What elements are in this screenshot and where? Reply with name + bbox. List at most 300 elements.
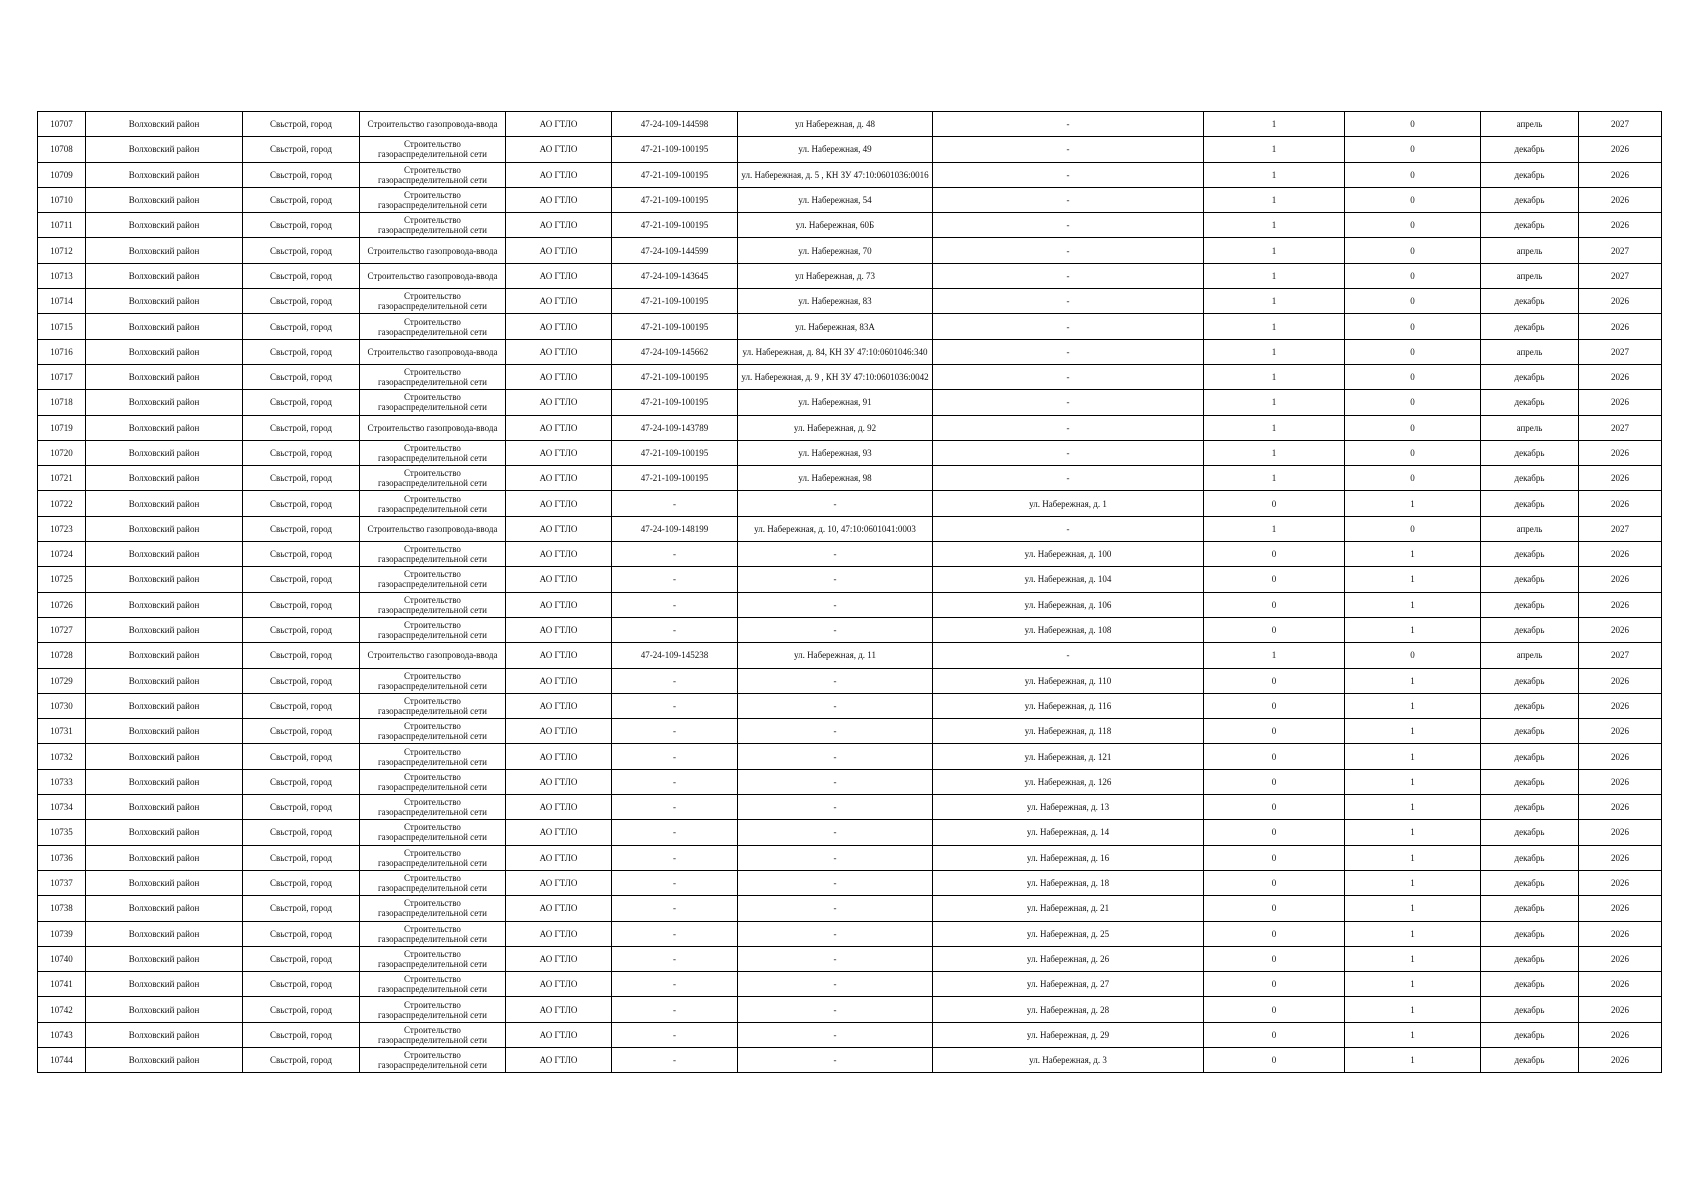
cell-address: - bbox=[738, 491, 933, 516]
cell-count-a: 0 bbox=[1204, 1047, 1345, 1072]
cell-address: ул. Набережная, д. 9 , КН ЗУ 47:10:0601036:0042 bbox=[738, 364, 933, 389]
cell-month: декабрь bbox=[1481, 213, 1579, 238]
cell-locality: Свьстрой, город bbox=[243, 946, 360, 971]
cell-address: - bbox=[738, 997, 933, 1022]
cell-count-b: 1 bbox=[1345, 617, 1481, 642]
table-row bbox=[38, 795, 1662, 820]
cell-district: Волховский район bbox=[86, 643, 243, 668]
cell-year: 2026 bbox=[1579, 719, 1662, 744]
cell-count-a: 1 bbox=[1204, 263, 1345, 288]
cell-address-alt: - bbox=[933, 415, 1204, 440]
cell-district: Волховский район bbox=[86, 364, 243, 389]
cell-year: 2026 bbox=[1579, 1047, 1662, 1072]
cell-address: ул. Набережная, 83А bbox=[738, 314, 933, 339]
cell-organization: АО ГТЛО bbox=[506, 187, 612, 212]
cell-organization: АО ГТЛО bbox=[506, 845, 612, 870]
cell-year: 2026 bbox=[1579, 289, 1662, 314]
cell-count-a: 1 bbox=[1204, 516, 1345, 541]
table-row bbox=[38, 820, 1662, 845]
cell-count-a: 1 bbox=[1204, 238, 1345, 263]
cell-month: декабрь bbox=[1481, 693, 1579, 718]
cell-id: 10726 bbox=[38, 592, 86, 617]
cell-locality: Свьстрой, город bbox=[243, 415, 360, 440]
cell-id: 10737 bbox=[38, 870, 86, 895]
cell-month: декабрь bbox=[1481, 972, 1579, 997]
cell-year: 2026 bbox=[1579, 946, 1662, 971]
cell-month: декабрь bbox=[1481, 769, 1579, 794]
cell-locality: Свьстрой, город bbox=[243, 440, 360, 465]
cell-id: 10708 bbox=[38, 137, 86, 162]
cell-count-a: 1 bbox=[1204, 112, 1345, 137]
cell-id: 10723 bbox=[38, 516, 86, 541]
cell-count-b: 0 bbox=[1345, 440, 1481, 465]
cell-district: Волховский район bbox=[86, 972, 243, 997]
cell-district: Волховский район bbox=[86, 870, 243, 895]
cell-address-alt: ул. Набережная, д. 26 bbox=[933, 946, 1204, 971]
cell-id: 10724 bbox=[38, 542, 86, 567]
table-row bbox=[38, 592, 1662, 617]
cell-address: ул. Набережная, д. 11 bbox=[738, 643, 933, 668]
table-row bbox=[38, 491, 1662, 516]
cell-count-b: 1 bbox=[1345, 693, 1481, 718]
cell-address-alt: ул. Набережная, д. 116 bbox=[933, 693, 1204, 718]
cell-count-b: 1 bbox=[1345, 668, 1481, 693]
cell-address-alt: ул. Набережная, д. 106 bbox=[933, 592, 1204, 617]
cell-district: Волховский район bbox=[86, 112, 243, 137]
cell-count-b: 1 bbox=[1345, 921, 1481, 946]
cell-district: Волховский район bbox=[86, 946, 243, 971]
cell-organization: АО ГТЛО bbox=[506, 162, 612, 187]
cell-project-code: 47-21-109-100195 bbox=[612, 440, 738, 465]
cell-address: - bbox=[738, 1022, 933, 1047]
cell-locality: Свьстрой, город bbox=[243, 263, 360, 288]
cell-district: Волховский район bbox=[86, 187, 243, 212]
cell-count-b: 0 bbox=[1345, 390, 1481, 415]
cell-district: Волховский район bbox=[86, 263, 243, 288]
cell-id: 10729 bbox=[38, 668, 86, 693]
cell-count-a: 0 bbox=[1204, 491, 1345, 516]
cell-address-alt: ул. Набережная, д. 104 bbox=[933, 567, 1204, 592]
cell-id: 10734 bbox=[38, 795, 86, 820]
cell-locality: Свьстрой, город bbox=[243, 617, 360, 642]
cell-count-a: 0 bbox=[1204, 719, 1345, 744]
cell-district: Волховский район bbox=[86, 415, 243, 440]
cell-year: 2026 bbox=[1579, 972, 1662, 997]
cell-locality: Свьстрой, город bbox=[243, 137, 360, 162]
cell-district: Волховский район bbox=[86, 137, 243, 162]
cell-address: ул. Набережная, 49 bbox=[738, 137, 933, 162]
cell-locality: Свьстрой, город bbox=[243, 112, 360, 137]
cell-count-a: 0 bbox=[1204, 795, 1345, 820]
cell-count-b: 1 bbox=[1345, 795, 1481, 820]
cell-address: - bbox=[738, 921, 933, 946]
cell-locality: Свьстрой, город bbox=[243, 592, 360, 617]
cell-count-a: 1 bbox=[1204, 643, 1345, 668]
cell-address-alt: ул. Набережная, д. 1 bbox=[933, 491, 1204, 516]
cell-project-code: 47-24-109-143789 bbox=[612, 415, 738, 440]
cell-work-type: Строительство газораспределительной сети bbox=[360, 491, 506, 516]
table-row bbox=[38, 213, 1662, 238]
table-row bbox=[38, 415, 1662, 440]
cell-locality: Свьстрой, город bbox=[243, 289, 360, 314]
cell-year: 2026 bbox=[1579, 896, 1662, 921]
cell-work-type: Строительство газопровода-ввода bbox=[360, 263, 506, 288]
cell-locality: Свьстрой, город bbox=[243, 542, 360, 567]
cell-month: декабрь bbox=[1481, 719, 1579, 744]
cell-count-b: 1 bbox=[1345, 1047, 1481, 1072]
cell-year: 2026 bbox=[1579, 162, 1662, 187]
cell-district: Волховский район bbox=[86, 162, 243, 187]
cell-count-b: 0 bbox=[1345, 137, 1481, 162]
cell-year: 2026 bbox=[1579, 213, 1662, 238]
cell-locality: Свьстрой, город bbox=[243, 390, 360, 415]
cell-address: - bbox=[738, 896, 933, 921]
cell-address-alt: - bbox=[933, 390, 1204, 415]
cell-address: ул. Набережная, д. 10, 47:10:0601041:0003 bbox=[738, 516, 933, 541]
cell-address-alt: - bbox=[933, 137, 1204, 162]
cell-project-code: - bbox=[612, 744, 738, 769]
table-row bbox=[38, 946, 1662, 971]
cell-project-code: - bbox=[612, 769, 738, 794]
cell-address: ул. Набережная, 91 bbox=[738, 390, 933, 415]
cell-district: Волховский район bbox=[86, 466, 243, 491]
cell-district: Волховский район bbox=[86, 719, 243, 744]
cell-address-alt: ул. Набережная, д. 25 bbox=[933, 921, 1204, 946]
cell-month: апрель bbox=[1481, 238, 1579, 263]
cell-address: ул. Набережная, 83 bbox=[738, 289, 933, 314]
cell-address-alt: - bbox=[933, 112, 1204, 137]
cell-work-type: Строительство газопровода-ввода bbox=[360, 643, 506, 668]
cell-year: 2026 bbox=[1579, 744, 1662, 769]
cell-work-type: Строительство газопровода-ввода bbox=[360, 112, 506, 137]
cell-year: 2026 bbox=[1579, 390, 1662, 415]
cell-project-code: 47-24-109-144599 bbox=[612, 238, 738, 263]
cell-address: ул. Набережная, д. 5 , КН ЗУ 47:10:0601036:0016 bbox=[738, 162, 933, 187]
cell-address-alt: ул. Набережная, д. 21 bbox=[933, 896, 1204, 921]
cell-address-alt: - bbox=[933, 643, 1204, 668]
table-row bbox=[38, 719, 1662, 744]
cell-organization: АО ГТЛО bbox=[506, 820, 612, 845]
cell-address-alt: - bbox=[933, 238, 1204, 263]
cell-address: - bbox=[738, 972, 933, 997]
cell-district: Волховский район bbox=[86, 289, 243, 314]
cell-count-a: 0 bbox=[1204, 668, 1345, 693]
table-row bbox=[38, 390, 1662, 415]
cell-count-b: 0 bbox=[1345, 415, 1481, 440]
cell-address: - bbox=[738, 820, 933, 845]
cell-address: ул. Набережная, 54 bbox=[738, 187, 933, 212]
cell-count-a: 1 bbox=[1204, 187, 1345, 212]
cell-id: 10718 bbox=[38, 390, 86, 415]
cell-id: 10712 bbox=[38, 238, 86, 263]
cell-project-code: 47-21-109-100195 bbox=[612, 213, 738, 238]
table-row bbox=[38, 693, 1662, 718]
cell-address: - bbox=[738, 946, 933, 971]
cell-work-type: Строительство газораспределительной сети bbox=[360, 896, 506, 921]
cell-count-a: 0 bbox=[1204, 972, 1345, 997]
cell-locality: Свьстрой, город bbox=[243, 972, 360, 997]
cell-work-type: Строительство газораспределительной сети bbox=[360, 440, 506, 465]
cell-district: Волховский район bbox=[86, 896, 243, 921]
cell-address: - bbox=[738, 592, 933, 617]
cell-month: декабрь bbox=[1481, 668, 1579, 693]
cell-address-alt: ул. Набережная, д. 118 bbox=[933, 719, 1204, 744]
cell-id: 10720 bbox=[38, 440, 86, 465]
table-row bbox=[38, 440, 1662, 465]
cell-project-code: - bbox=[612, 997, 738, 1022]
cell-organization: АО ГТЛО bbox=[506, 289, 612, 314]
cell-year: 2026 bbox=[1579, 617, 1662, 642]
cell-address-alt: - bbox=[933, 466, 1204, 491]
cell-year: 2026 bbox=[1579, 466, 1662, 491]
cell-year: 2027 bbox=[1579, 238, 1662, 263]
cell-count-b: 1 bbox=[1345, 567, 1481, 592]
cell-year: 2026 bbox=[1579, 997, 1662, 1022]
cell-month: апрель bbox=[1481, 415, 1579, 440]
cell-address: - bbox=[738, 567, 933, 592]
cell-work-type: Строительство газораспределительной сети bbox=[360, 137, 506, 162]
cell-work-type: Строительство газопровода-ввода bbox=[360, 516, 506, 541]
cell-count-b: 1 bbox=[1345, 845, 1481, 870]
cell-id: 10707 bbox=[38, 112, 86, 137]
cell-id: 10713 bbox=[38, 263, 86, 288]
cell-id: 10741 bbox=[38, 972, 86, 997]
cell-organization: АО ГТЛО bbox=[506, 668, 612, 693]
cell-address: ул Набережная, д. 48 bbox=[738, 112, 933, 137]
cell-district: Волховский район bbox=[86, 820, 243, 845]
cell-year: 2026 bbox=[1579, 668, 1662, 693]
table-row bbox=[38, 668, 1662, 693]
cell-count-a: 0 bbox=[1204, 592, 1345, 617]
cell-district: Волховский район bbox=[86, 845, 243, 870]
cell-count-a: 1 bbox=[1204, 339, 1345, 364]
cell-locality: Свьстрой, город bbox=[243, 744, 360, 769]
cell-count-b: 1 bbox=[1345, 972, 1481, 997]
cell-address: - bbox=[738, 845, 933, 870]
cell-count-a: 0 bbox=[1204, 845, 1345, 870]
cell-year: 2027 bbox=[1579, 516, 1662, 541]
cell-work-type: Строительство газораспределительной сети bbox=[360, 795, 506, 820]
table-row bbox=[38, 972, 1662, 997]
cell-count-a: 0 bbox=[1204, 997, 1345, 1022]
cell-organization: АО ГТЛО bbox=[506, 643, 612, 668]
cell-project-code: 47-24-109-145662 bbox=[612, 339, 738, 364]
cell-district: Волховский район bbox=[86, 921, 243, 946]
cell-month: декабрь bbox=[1481, 567, 1579, 592]
cell-count-a: 1 bbox=[1204, 364, 1345, 389]
cell-count-b: 1 bbox=[1345, 744, 1481, 769]
cell-count-b: 0 bbox=[1345, 364, 1481, 389]
cell-month: апрель bbox=[1481, 339, 1579, 364]
cell-work-type: Строительство газораспределительной сети bbox=[360, 542, 506, 567]
cell-month: декабрь bbox=[1481, 592, 1579, 617]
cell-count-a: 0 bbox=[1204, 769, 1345, 794]
table-row bbox=[38, 314, 1662, 339]
cell-address: ул. Набережная, 70 bbox=[738, 238, 933, 263]
cell-district: Волховский район bbox=[86, 491, 243, 516]
cell-organization: АО ГТЛО bbox=[506, 440, 612, 465]
cell-district: Волховский район bbox=[86, 339, 243, 364]
document-page bbox=[37, 111, 1661, 1073]
cell-count-b: 1 bbox=[1345, 896, 1481, 921]
cell-locality: Свьстрой, город bbox=[243, 693, 360, 718]
cell-district: Волховский район bbox=[86, 744, 243, 769]
cell-address: - bbox=[738, 769, 933, 794]
cell-address-alt: - bbox=[933, 339, 1204, 364]
cell-locality: Свьстрой, город bbox=[243, 238, 360, 263]
cell-address: - bbox=[738, 719, 933, 744]
cell-district: Волховский район bbox=[86, 542, 243, 567]
cell-work-type: Строительство газораспределительной сети bbox=[360, 289, 506, 314]
table-row bbox=[38, 187, 1662, 212]
cell-locality: Свьстрой, город bbox=[243, 820, 360, 845]
cell-district: Волховский район bbox=[86, 567, 243, 592]
cell-id: 10725 bbox=[38, 567, 86, 592]
cell-project-code: 47-21-109-100195 bbox=[612, 364, 738, 389]
cell-address: ул. Набережная, д. 92 bbox=[738, 415, 933, 440]
cell-count-a: 0 bbox=[1204, 870, 1345, 895]
table-row bbox=[38, 516, 1662, 541]
cell-locality: Свьстрой, город bbox=[243, 339, 360, 364]
cell-count-b: 1 bbox=[1345, 946, 1481, 971]
cell-count-a: 1 bbox=[1204, 466, 1345, 491]
cell-district: Волховский район bbox=[86, 238, 243, 263]
cell-year: 2026 bbox=[1579, 592, 1662, 617]
cell-count-b: 1 bbox=[1345, 769, 1481, 794]
cell-locality: Свьстрой, город bbox=[243, 213, 360, 238]
cell-locality: Свьстрой, город bbox=[243, 769, 360, 794]
cell-project-code: - bbox=[612, 719, 738, 744]
cell-organization: АО ГТЛО bbox=[506, 693, 612, 718]
cell-work-type: Строительство газопровода-ввода bbox=[360, 415, 506, 440]
cell-count-a: 1 bbox=[1204, 415, 1345, 440]
cell-address-alt: ул. Набережная, д. 27 bbox=[933, 972, 1204, 997]
cell-month: декабрь bbox=[1481, 162, 1579, 187]
cell-year: 2026 bbox=[1579, 187, 1662, 212]
cell-count-a: 1 bbox=[1204, 137, 1345, 162]
cell-id: 10731 bbox=[38, 719, 86, 744]
cell-month: декабрь bbox=[1481, 289, 1579, 314]
cell-locality: Свьстрой, город bbox=[243, 896, 360, 921]
cell-project-code: 47-24-109-143645 bbox=[612, 263, 738, 288]
cell-count-a: 0 bbox=[1204, 617, 1345, 642]
cell-locality: Свьстрой, город bbox=[243, 795, 360, 820]
cell-organization: АО ГТЛО bbox=[506, 238, 612, 263]
cell-project-code: - bbox=[612, 795, 738, 820]
cell-year: 2026 bbox=[1579, 693, 1662, 718]
cell-project-code: - bbox=[612, 1047, 738, 1072]
cell-id: 10709 bbox=[38, 162, 86, 187]
cell-address: - bbox=[738, 1047, 933, 1072]
cell-locality: Свьстрой, город bbox=[243, 1022, 360, 1047]
cell-year: 2026 bbox=[1579, 769, 1662, 794]
cell-district: Волховский район bbox=[86, 668, 243, 693]
table-row bbox=[38, 137, 1662, 162]
cell-work-type: Строительство газораспределительной сети bbox=[360, 719, 506, 744]
cell-month: апрель bbox=[1481, 112, 1579, 137]
cell-project-code: 47-21-109-100195 bbox=[612, 289, 738, 314]
cell-count-b: 0 bbox=[1345, 162, 1481, 187]
cell-work-type: Строительство газораспределительной сети bbox=[360, 769, 506, 794]
table-row bbox=[38, 769, 1662, 794]
cell-year: 2027 bbox=[1579, 643, 1662, 668]
cell-count-b: 0 bbox=[1345, 314, 1481, 339]
cell-month: апрель bbox=[1481, 643, 1579, 668]
cell-project-code: - bbox=[612, 542, 738, 567]
cell-organization: АО ГТЛО bbox=[506, 946, 612, 971]
cell-count-a: 1 bbox=[1204, 162, 1345, 187]
table-row bbox=[38, 744, 1662, 769]
cell-work-type: Строительство газораспределительной сети bbox=[360, 946, 506, 971]
table-row bbox=[38, 364, 1662, 389]
cell-count-a: 0 bbox=[1204, 744, 1345, 769]
cell-address: - bbox=[738, 870, 933, 895]
cell-year: 2026 bbox=[1579, 820, 1662, 845]
cell-month: декабрь bbox=[1481, 795, 1579, 820]
cell-address-alt: - bbox=[933, 263, 1204, 288]
cell-address: ул Набережная, д. 73 bbox=[738, 263, 933, 288]
cell-id: 10730 bbox=[38, 693, 86, 718]
cell-month: декабрь bbox=[1481, 440, 1579, 465]
cell-year: 2027 bbox=[1579, 415, 1662, 440]
cell-count-a: 0 bbox=[1204, 921, 1345, 946]
cell-project-code: - bbox=[612, 491, 738, 516]
table-row bbox=[38, 339, 1662, 364]
cell-locality: Свьстрой, город bbox=[243, 491, 360, 516]
cell-count-b: 1 bbox=[1345, 870, 1481, 895]
cell-locality: Свьстрой, город bbox=[243, 845, 360, 870]
cell-project-code: 47-24-109-144598 bbox=[612, 112, 738, 137]
cell-year: 2026 bbox=[1579, 440, 1662, 465]
cell-district: Волховский район bbox=[86, 769, 243, 794]
cell-month: декабрь bbox=[1481, 491, 1579, 516]
cell-address-alt: ул. Набережная, д. 3 bbox=[933, 1047, 1204, 1072]
cell-year: 2027 bbox=[1579, 339, 1662, 364]
cell-locality: Свьстрой, город bbox=[243, 668, 360, 693]
cell-locality: Свьстрой, город bbox=[243, 997, 360, 1022]
cell-address-alt: - bbox=[933, 187, 1204, 212]
cell-work-type: Строительство газораспределительной сети bbox=[360, 390, 506, 415]
cell-month: декабрь bbox=[1481, 390, 1579, 415]
cell-locality: Свьстрой, город bbox=[243, 921, 360, 946]
cell-work-type: Строительство газораспределительной сети bbox=[360, 213, 506, 238]
cell-year: 2026 bbox=[1579, 567, 1662, 592]
table-row bbox=[38, 1022, 1662, 1047]
cell-count-b: 0 bbox=[1345, 112, 1481, 137]
cell-project-code: - bbox=[612, 870, 738, 895]
cell-address-alt: ул. Набережная, д. 13 bbox=[933, 795, 1204, 820]
cell-organization: АО ГТЛО bbox=[506, 795, 612, 820]
cell-address-alt: - bbox=[933, 516, 1204, 541]
cell-address-alt: ул. Набережная, д. 28 bbox=[933, 997, 1204, 1022]
cell-locality: Свьстрой, город bbox=[243, 1047, 360, 1072]
cell-count-a: 1 bbox=[1204, 440, 1345, 465]
cell-organization: АО ГТЛО bbox=[506, 870, 612, 895]
cell-project-code: 47-21-109-100195 bbox=[612, 466, 738, 491]
cell-address-alt: - bbox=[933, 289, 1204, 314]
cell-month: декабрь bbox=[1481, 820, 1579, 845]
cell-work-type: Строительство газораспределительной сети bbox=[360, 845, 506, 870]
cell-month: декабрь bbox=[1481, 542, 1579, 567]
cell-work-type: Строительство газораспределительной сети bbox=[360, 1047, 506, 1072]
cell-year: 2026 bbox=[1579, 137, 1662, 162]
cell-organization: АО ГТЛО bbox=[506, 1047, 612, 1072]
cell-count-b: 0 bbox=[1345, 643, 1481, 668]
cell-count-a: 0 bbox=[1204, 567, 1345, 592]
cell-locality: Свьстрой, город bbox=[243, 567, 360, 592]
cell-address: ул. Набережная, 93 bbox=[738, 440, 933, 465]
cell-organization: АО ГТЛО bbox=[506, 466, 612, 491]
